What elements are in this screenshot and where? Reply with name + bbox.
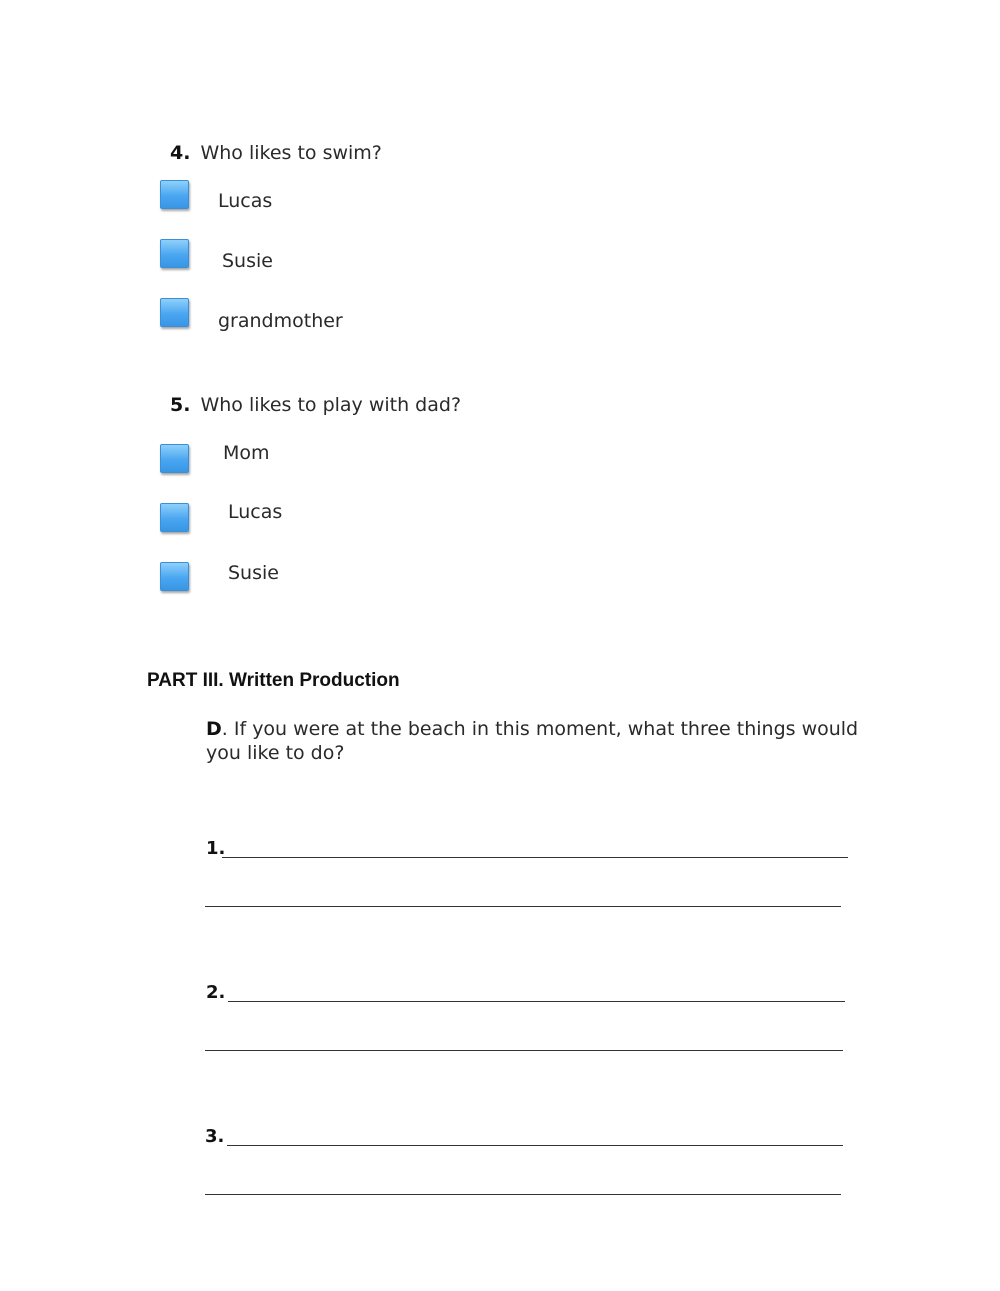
checkbox-q4-grandmother[interactable] bbox=[160, 298, 189, 327]
question-4-title bbox=[170, 142, 382, 164]
prompt-d bbox=[206, 717, 866, 765]
question-text: Who likes to play with dad? bbox=[200, 394, 462, 416]
answer-1-line-2[interactable] bbox=[205, 885, 841, 907]
answer-number: 1. bbox=[206, 838, 226, 859]
option-label: Mom bbox=[223, 442, 270, 464]
question-text: Who likes to swim? bbox=[200, 142, 382, 164]
answer-3-line-1[interactable] bbox=[227, 1124, 843, 1146]
question-5-title bbox=[170, 394, 461, 416]
checkbox-q5-susie[interactable] bbox=[160, 562, 189, 591]
checkbox-q5-mom[interactable] bbox=[160, 444, 189, 473]
answer-2-line-1[interactable] bbox=[228, 980, 845, 1002]
answer-3-line-2[interactable] bbox=[205, 1173, 841, 1195]
answer-number: 3. bbox=[205, 1126, 225, 1147]
answer-1-line-1[interactable] bbox=[222, 836, 848, 858]
option-label: Susie bbox=[222, 250, 273, 272]
option-label: Lucas bbox=[218, 190, 273, 212]
checkbox-q4-susie[interactable] bbox=[160, 239, 189, 268]
prompt-text: . If you were at the beach in this moment, what three things would you like to do? bbox=[206, 718, 859, 764]
option-label: grandmother bbox=[218, 310, 343, 332]
answer-number: 2. bbox=[206, 982, 226, 1003]
prompt-letter: D bbox=[206, 718, 222, 740]
answer-2-line-2[interactable] bbox=[205, 1029, 843, 1051]
option-label: Susie bbox=[228, 562, 279, 584]
checkbox-q5-lucas[interactable] bbox=[160, 503, 189, 532]
option-label: Lucas bbox=[228, 501, 283, 523]
part-3-heading: PART III. Written Production bbox=[147, 670, 400, 691]
question-number: 5. bbox=[170, 394, 191, 416]
question-number: 4. bbox=[170, 142, 191, 164]
checkbox-q4-lucas[interactable] bbox=[160, 180, 189, 209]
